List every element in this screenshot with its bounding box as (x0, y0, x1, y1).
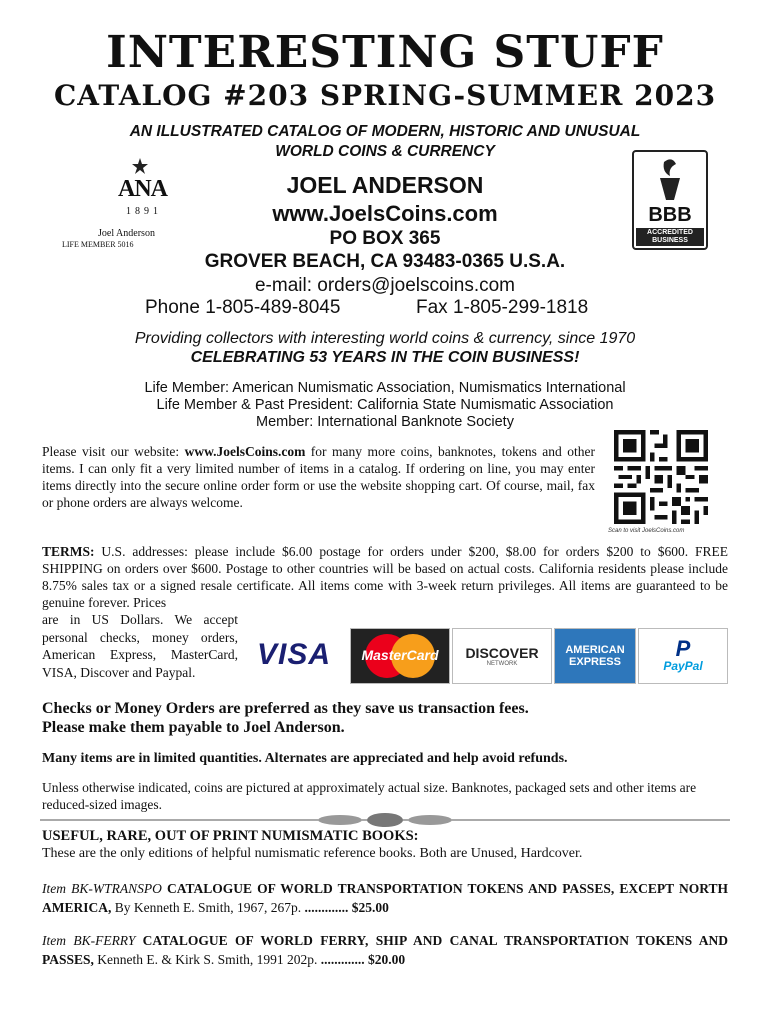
paypal-logo: P PayPal (638, 628, 728, 684)
qr-code-icon (614, 430, 708, 524)
book-title: CATALOGUE OF WORLD FERRY, SHIP AND CANAL TRANSPORTATION TOKENS AND PASSES, (42, 933, 729, 967)
book-author: By Kenneth E. Smith, 1967, 267p. (111, 900, 305, 915)
book-item-wtranspo[interactable]: Item BK-WTRANSPO CATALOGUE OF WORLD TRANSPORTATION TOKENS AND PASSES, EXCEPT NORTH AMERICA, By Kenneth E. Smith, 1967, 267p. ............. $25.00 (42, 881, 728, 915)
tagline-line1: AN ILLUSTRATED CATALOG OF MODERN, HISTORIC AND UNUSUAL (129, 123, 641, 140)
book-code: Item BK-WTRANSPO (42, 881, 162, 896)
contact-po-box: PO BOX 365 (329, 228, 441, 249)
book-price: $20.00 (364, 952, 406, 967)
ana-abbr: ANA (118, 176, 167, 202)
bbb-abbr: BBB (648, 204, 692, 226)
discover-logo: DISCOVER NETWORK (452, 628, 552, 684)
bbb-logo (632, 150, 708, 250)
paypal-p-icon: P (675, 636, 691, 661)
torch-icon (652, 156, 688, 202)
terms-payment-text: are in US Dollars. We accept personal checks, money orders, American Express, MasterCard, VISA, Discover and Paypal. (42, 612, 238, 680)
book-code: Item BK-FERRY (42, 933, 136, 948)
contact-city: GROVER BEACH, CA 93483-0365 U.S.A. (204, 251, 566, 272)
amex-logo: AMERICAN EXPRESS (554, 628, 636, 684)
celebrating-text: CELEBRATING 53 YEARS IN THE COIN BUSINESS! (190, 349, 580, 366)
pictured-note: Unless otherwise indicated, coins are pictured at approximately actual size. Banknotes, packaged sets and other items are reduced-sized images. (42, 780, 697, 812)
membership-2: Life Member & Past President: California State Numismatic Association (156, 397, 614, 413)
book-item-ferry[interactable]: Item BK-FERRY CATALOGUE OF WORLD FERRY, SHIP AND CANAL TRANSPORTATION TOKENS AND PASSES, Kenneth E. & Kirk S. Smith, 1991 202p. ............. $20.00 (42, 933, 729, 967)
contact-fax: Fax 1-805-299-1818 (416, 297, 589, 318)
tagline-line2: WORLD COINS & CURRENCY (275, 143, 495, 160)
books-intro: These are the only editions of helpful numismatic reference books. Both are Unused, Hardcover. (42, 846, 583, 861)
visit-paragraph: Please visit our website: www.JoelsCoins.com for many more coins, banknotes, tokens and other items. I can only fit a very limited number of items in a catalog. If ordering on line, you may enter items directly into the secure online order form or use the website shopping cart. Of course, mail, fax or phone orders are always welcome. (42, 444, 595, 510)
terms-paragraph: TERMS: U.S. addresses: please include $6.00 postage for orders under $200, $8.00 for orders $200 to $600. FREE SHIPPING on orders over $600. Postage to other countries will be based on actual costs. California residents please include 8.75% sales tax or a signed resale certificate. All items come with 3-week return privileges. All items are guaranteed to be genuine forever. Prices (42, 544, 728, 610)
visit-website-link[interactable]: www.JoelsCoins.com (184, 444, 306, 459)
checks-line2: Please make them payable to Joel Anderson. (42, 719, 345, 736)
catalog-subtitle: CATALOG #203 SPRING-SUMMER 2023 (53, 79, 717, 112)
contact-phone: Phone 1-805-489-8045 (145, 297, 341, 318)
ornamental-divider (40, 812, 730, 828)
books-heading: USEFUL, RARE, OUT OF PRINT NUMISMATIC BOOKS: (42, 828, 419, 844)
book-author: Kenneth E. & Kirk S. Smith, 1991 202p. (93, 952, 321, 967)
ana-member-number: LIFE MEMBER 5016 (62, 240, 134, 249)
visa-logo: VISA (242, 628, 346, 682)
membership-1: Life Member: American Numismatic Association, Numismatics International (144, 380, 626, 396)
contact-website[interactable]: www.JoelsCoins.com (272, 201, 498, 226)
qr-code[interactable] (614, 430, 708, 524)
mastercard-logo: MasterCard (350, 628, 450, 684)
contact-email[interactable]: e-mail: orders@joelscoins.com (254, 275, 516, 296)
ana-logo (62, 150, 193, 250)
bbb-business: BUSINESS (652, 237, 688, 244)
book-price: $25.00 (348, 900, 389, 915)
book-title: CATALOGUE OF WORLD TRANSPORTATION TOKENS AND PASSES, EXCEPT NORTH AMERICA, (42, 881, 728, 915)
ana-member-name: Joel Anderson (98, 228, 155, 239)
contact-name: JOEL ANDERSON (286, 172, 484, 198)
qr-caption: Scan to visit JoelsCoins.com (608, 528, 685, 534)
checks-line1: Checks or Money Orders are preferred as they save us transaction fees. (42, 700, 529, 717)
bbb-accredited: ACCREDITED (647, 229, 693, 236)
providing-text: Providing collectors with interesting world coins & currency, since 1970 (134, 330, 636, 347)
terms-label: TERMS: (42, 544, 95, 559)
ana-year: 1891 (126, 206, 162, 217)
limited-quantities: Many items are in limited quantities. Alternates are appreciated and help avoid refunds. (42, 751, 568, 766)
membership-3: Member: International Banknote Society (256, 414, 514, 430)
catalog-title: INTERESTING STUFF (106, 27, 664, 78)
